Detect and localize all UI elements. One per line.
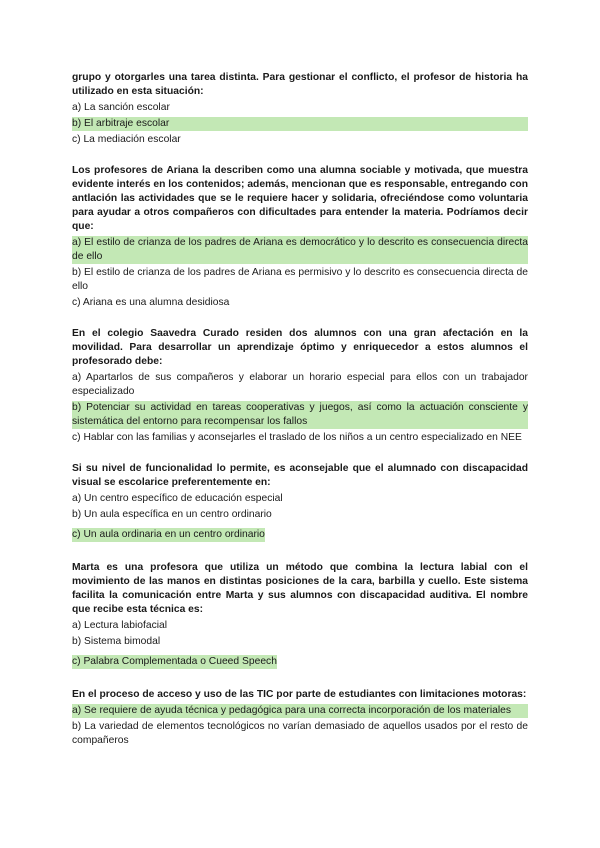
answer-option-b-highlighted: b) El arbitraje escolar bbox=[72, 117, 528, 131]
answer-option-b: b) La variedad de elementos tecnológicos no varían demasiado de aquellos usados por el resto de compañeros bbox=[72, 721, 528, 746]
question-text: Los profesores de Ariana la describen como una alumna sociable y motivada, que muestra evidente interés en los contenidos; además, mencionan que es responsable, entregando con antlación las actividades que se le requiere hacer y solidaria, ofreciéndose como voluntaria para ayudar a otros compañeros con dificultades para entender la materia. Podríamos decir que: bbox=[72, 165, 528, 232]
question-text: Si su nivel de funcionalidad lo permite, es aconsejable que el alumnado con discapacidad visual se escolarice preferentemente en: bbox=[72, 463, 528, 488]
answer-option-a-highlighted: a) El estilo de crianza de los padres de Ariana es democrático y lo descrito es consecuencia directa de ello bbox=[72, 237, 528, 262]
question-text: En el proceso de acceso y uso de las TIC por parte de estudiantes con limitaciones motoras: bbox=[72, 689, 527, 700]
question-block-5 bbox=[72, 561, 528, 671]
answer-option-a: a) Apartarlos de sus compañeros y elaborar un horario especial para ellos con un trabajador especializado bbox=[72, 372, 528, 397]
answer-option-c-highlighted: c) Palabra Complementada o Cueed Speech bbox=[72, 656, 277, 667]
question-text: grupo y otorgarles una tarea distinta. Para gestionar el conflicto, el profesor de historia ha utilizado en esta situación: bbox=[72, 72, 528, 97]
answer-option-b: b) El estilo de crianza de los padres de Ariana es permisivo y lo descrito es consecuencia directa de ello bbox=[72, 267, 528, 292]
answer-option-b: b) Un aula específica en un centro ordinario bbox=[72, 509, 272, 520]
question-block-6 bbox=[72, 688, 528, 748]
answer-option-a: a) La sanción escolar bbox=[72, 102, 170, 113]
question-text: En el colegio Saavedra Curado residen dos alumnos con una gran afectación en la movilidad. Para desarrollar un aprendizaje óptimo y enriquecedor a estos alumnos el profesorado debe: bbox=[72, 328, 528, 367]
answer-option-a: a) Lectura labiofacial bbox=[72, 620, 168, 631]
answer-option-c: c) Ariana es una alumna desidiosa bbox=[72, 297, 230, 308]
answer-option-c-highlighted: c) Un aula ordinaria en un centro ordinario bbox=[72, 529, 265, 540]
question-block-3 bbox=[72, 327, 528, 445]
answer-option-a-highlighted: a) Se requiere de ayuda técnica y pedagógica para una correcta incorporación de los materiales bbox=[72, 704, 528, 718]
answer-option-b: b) Sistema bimodal bbox=[72, 636, 161, 647]
question-block-1 bbox=[72, 71, 528, 147]
question-block-4 bbox=[72, 462, 528, 544]
answer-option-b-highlighted: b) Potenciar su actividad en tareas cooperativas y juegos, así como la actuación consciente y sistemática del entorno para recompensar los fallos bbox=[72, 402, 528, 427]
answer-option-c: c) La mediación escolar bbox=[72, 134, 181, 145]
answer-option-a: a) Un centro específico de educación especial bbox=[72, 493, 283, 504]
question-text: Marta es una profesora que utiliza un método que combina la lectura labial con el movimiento de las manos en distintas posiciones de la cara, barbilla y cuello. Este sistema facilita la comunicación entre Marta y sus alumnos con discapacidad auditiva. El nombre que recibe esta técnica es: bbox=[72, 562, 528, 615]
question-block-2 bbox=[72, 164, 528, 310]
answer-option-c: c) Hablar con las familias y aconsejarles el traslado de los niños a un centro especializado en NEE bbox=[72, 432, 522, 443]
